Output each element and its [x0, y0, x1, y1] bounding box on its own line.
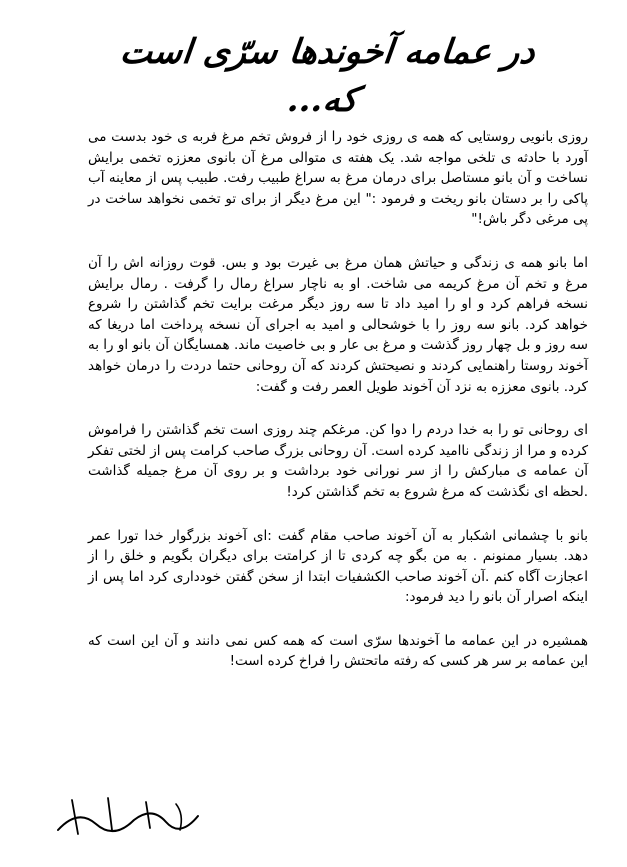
paragraph-4: بانو با چشمانی اشکبار به آن آخوند صاحب مقام گفت :ای آخوند بزرگوار خدا تورا عمر دهد. بسیار ممنونم . به من بگو چه کردی تا از کرامتت برای دیگران بگویم و خلق را از اعجازت آگاه کنم .آن آخوند صاحب الکشفیات ابتدا از سخن گفتن خودداری کرد اما پس از اینکه اصرار آن بانو را دید فرمود: [88, 527, 588, 606]
signature-stroke-graphic [48, 790, 208, 850]
handwritten-signature [48, 790, 208, 850]
paragraph-5: همشیره در این عمامه ما آخوندها سرّی است که همه کس نمی دانند و آن این است که این عمامه بر سر هر کسی که رفته ماتحتش را فراخ کرده است! [88, 632, 588, 670]
paragraph-3: ای روحانی تو را به خدا دردم را دوا کن. مرغکم چند روزی است تخم گذاشتن را فراموش کرده و مرا از زندگی ناامید کرده است. آن روحانی بزرگ صاحب کرامت پس از لختی تفکر آن عمامه ی مبارکش را از سر نورانی خود برداشت و بر روی آن مرغ جمیله گذاشت .لحظه ای نگذشت که مرغ شروع به تخم گذاشتن کرد! [88, 422, 588, 500]
paragraph-1: روزی بانویی روستایی که همه ی روزی خود را از فروش تخم مرغ فربه ی خود بدست می آورد با حادثه ی تلخی مواجه شد. یک هفته ی متوالی مرغ آن بانوی معززه تخمی برایش نساخت و آن بانو مستاصل برای درمان مرغ به سراغ طبیب رفت. طبیب پس از معاینه آب پاکی را بر دستان بانو ریخت و فرمود :" این مرغ دیگر از برای تو تخمی نخواهد ساخت در پی مرغی دگر باش!" [88, 129, 588, 228]
paragraph-2: اما بانو همه ی زندگی و حیاتش همان مرغ بی غیرت بود و بس. قوت روزانه اش را آن مرغ و تخم آن مرغ کریمه می شاخت. او به ناچار سراغ رمال را گرفت . رمال برایش نسخه فراهم کرد و او را امید داد تا سه روز دیگر مرغت برایت تخم گذاشتن را شروع خواهد کرد. بانو سه روز را با خوشحالی و امید به اجرای آن نسخه پرداخت اما دریغا که سه روز و بل چهار روز گذشت و مرغ بی عار و بی خاصیت ماند. همسایگان آن بانو او را به آخوند روستا راهنمایی کردند و نصیحتش کردند که آن روحانی حتما دردت را درمان خواهد کرد. بانوی معززه به نزد آن آخوند طویل العمر رفت و گفت: [88, 254, 588, 395]
article-body [88, 127, 588, 695]
document-title: در عمامه آخوندها سرّی است که... [118, 32, 537, 120]
